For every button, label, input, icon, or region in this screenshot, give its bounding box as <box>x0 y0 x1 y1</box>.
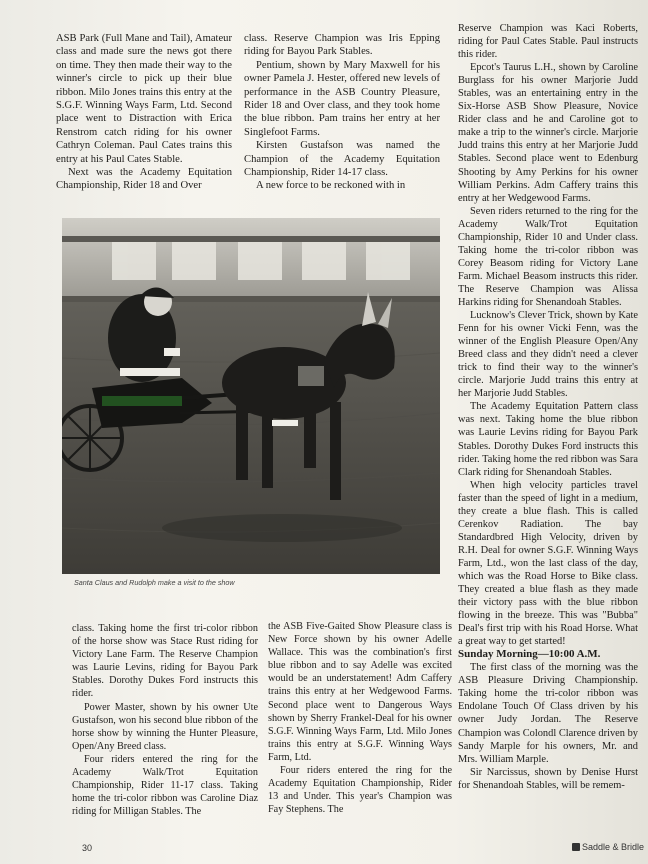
paragraph: Sir Narcissus, shown by Denise Hurst for Shenandoah Stables, will be remem- <box>458 766 638 791</box>
magazine-brand <box>572 842 644 852</box>
paragraph: ASB Park (Full Mane and Tail), Amateur class and made sure the news got there on time. They then made their way to the winner's circle to pick up their blue ribbon. Milo Jones trains this entry at the S.G.F. Winning Ways Farm, Ltd. Second place went to Distraction with Erica Renstrom catch riding for his owner Cathryn Coleman. Paul Cates trains this entry at his Paul Cates Stable. <box>56 33 232 165</box>
column-bottom-left <box>72 622 258 818</box>
paragraph: The Academy Equitation Pattern class was next. Taking home the blue ribbon was Laurie Levins riding for Bayou Park Stables. Dorothy Dukes Ford instructs this rider. Taking home the red ribbon was Sara Clark riding for Shenandoah Stables. <box>458 401 638 478</box>
column-top-left <box>56 32 232 193</box>
paragraph: the ASB Five-Gaited Show Pleasure class is New Force shown by his owner Adelle Wallace. This was the combination's first blue ribbon and to say Adelle was excited would be an understatement! Adm Caffery trains this entry at her Wedgewood Farms. Second place went to Dangerous Ways shown by Sherry Frankel-Deal for his owner S.G.F. Winning Ways Farm, Ltd. Milo Jones trains this entry at S.G.F. Winning Ways Farm, Ltd. <box>268 621 452 763</box>
paragraph: class. Taking home the first tri-color ribbon of the horse show was Stace Rust riding for Victory Lane Farm. The Reserve Champion was Laurie Levins, riding for Bayou Park Stables. Dorothy Dukes Ford instructs this rider. <box>72 623 258 700</box>
column-top-middle <box>244 32 440 193</box>
brand-label: Saddle & Bridle <box>582 842 645 852</box>
paragraph: Pentium, shown by Mary Maxwell for his owner Pamela J. Hester, offered new levels of performance in the ASB Country Pleasure, Rider 18 and Over class, and they took home the blue ribbon. Pam trains her entry at her Singlefoot Farms. <box>244 59 440 138</box>
paragraph: class. Reserve Champion was Iris Epping riding for Bayou Park Stables. <box>244 33 440 58</box>
page-number: 30 <box>82 843 93 853</box>
photo-caption: Santa Claus and Rudolph make a visit to the show <box>74 578 235 587</box>
column-bottom-middle <box>268 620 452 816</box>
column-right <box>458 22 638 792</box>
paragraph: Next was the Academy Equitation Championship, Rider 18 and Over <box>56 167 232 192</box>
paragraph: Lucknow's Clever Trick, shown by Kate Fenn for his owner Vicki Fenn, was the winner of the English Pleasure Open/Any Breed class and they didn't need a clever trick to find their way to the winner's circle. Marjorie Judd trains this entry at her Marjorie Judd Stables. <box>458 310 638 400</box>
paragraph: Four riders entered the ring for the Academy Walk/Trot Equitation Championship, Rider 11-17 class. Taking home the tri-color ribbon was Caroline Diaz riding for Milligan Stables. The <box>72 753 258 818</box>
paragraph: Epcot's Taurus L.H., shown by Caroline Burglass for his owner Marjorie Judd Stables, was an entertaining entry in the Six-Horse ASB Show Pleasure, Novice Rider class and he and Caroline got to make a trip to the winner's circle. Marjorie Judd trains this entry at her Marjorie Judd Stables. Second place went to Edenburg Shooting by Amy Perkins for his owner William Perkins. Adm Caffery trains this entry at her Wedgewood Farms. <box>458 62 638 204</box>
paragraph: Four riders entered the ring for the Academy Equitation Championship, Rider 13 and Under. This year's Champion was Fay Stephens. The <box>268 765 452 816</box>
section-heading: Sunday Morning—10:00 A.M. <box>458 648 601 661</box>
photo-santa-cart <box>62 218 440 574</box>
paragraph: Seven riders returned to the ring for the Academy Walk/Trot Equitation Championship, Rider 10 and Under class. Taking home the tri-color ribbon was Corey Beasom riding for Victory Lane Farm. Michael Beasom instructs this rider. The Reserve Champion was Alissa Harkins riding for Shenandoah Stables. <box>458 205 638 308</box>
paragraph: Power Master, shown by his owner Ute Gustafson, won his second blue ribbon of the horse show by winning the Hunter Pleasure, Open/Any Breed class. <box>72 701 258 752</box>
paragraph: When high velocity particles travel faster than the speed of light in a medium, they create a blue flash. This is called Cerenkov Radiation. The bay Standardbred High Velocity, driven by R.H. Deal for owner S.G.F. Winning Ways Farm, Ltd., won the last class of the day, which was the Road Horse to Bike class. They created a blue flash as they made their victory pass with the blue ribbon flowing in the breeze. This was "Bubba" Deal's first trip with his Road Horse. What a great way to get started! <box>458 479 638 648</box>
paragraph: Reserve Champion was Kaci Roberts, riding for Paul Cates Stable. Paul instructs this rider. <box>458 23 638 61</box>
paragraph: The first class of the morning was the ASB Pleasure Driving Championship. Taking home the tri-color ribbon was Endolane Touch Of Class driven by his owner Judy Jordan. The Reserve Champion was Colondl Clarence driven by Sandy Marple for his owners, Mr. and Mrs. William Marple. <box>458 662 638 765</box>
paragraph: A new force to be reckoned with in <box>256 180 406 192</box>
photo-illustration <box>62 218 440 574</box>
paragraph: Kirsten Gustafson was named the Champion of the Academy Equitation Championship, Rider 14-17 class. <box>244 140 440 179</box>
brand-icon <box>572 843 580 851</box>
